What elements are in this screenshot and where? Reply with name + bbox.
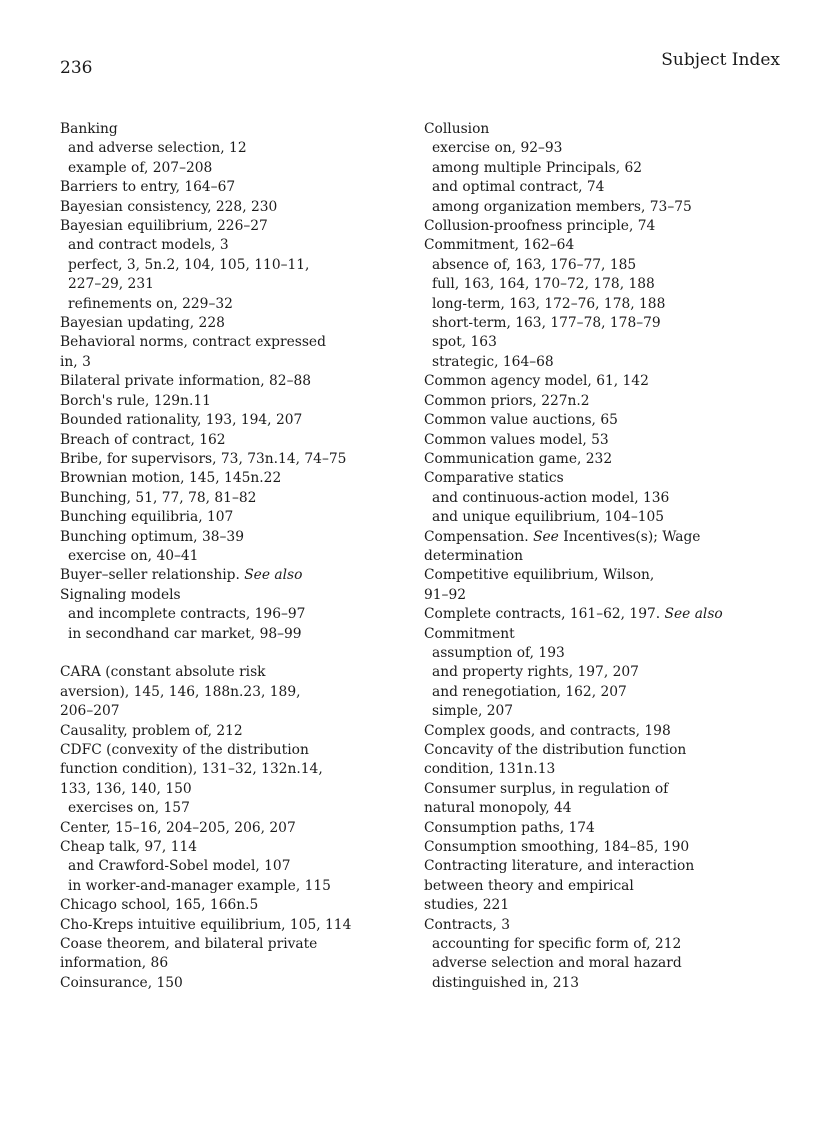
index-entry-text: Borch's rule, 129n.11	[60, 392, 211, 409]
index-entry-text: simple, 207	[432, 703, 514, 720]
index-entry-text: assumption of, 193	[432, 644, 565, 661]
index-entry-text: Cheap talk, 97, 114	[60, 839, 198, 856]
index-entry-text: exercises on, 157	[68, 800, 190, 817]
index-entry-text: Causality, problem of, 212	[60, 722, 243, 739]
index-entry-text: long-term, 163, 172–76, 178, 188	[432, 295, 666, 312]
index-entry-text: Common values model, 53	[424, 431, 609, 448]
index-entry	[424, 120, 784, 139]
index-entry-text: Common agency model, 61, 142	[424, 373, 649, 390]
index-entry-text: Contracting literature, and interaction	[424, 858, 695, 875]
index-subentry	[424, 935, 784, 954]
index-entry-text: and adverse selection, 12	[68, 140, 247, 157]
index-entry	[60, 760, 400, 779]
index-entry-text: short-term, 163, 177–78, 178–79	[432, 315, 661, 332]
index-entry-text: Bilateral private information, 82–88	[60, 373, 312, 390]
index-entry-text: Complex goods, and contracts, 198	[424, 722, 671, 739]
index-entry-text: and incomplete contracts, 196–97	[68, 606, 306, 623]
running-head: Subject Index	[661, 50, 780, 70]
index-entry-text: Bribe, for supervisors, 73, 73n.14, 74–75	[60, 450, 347, 467]
index-entry-text: strategic, 164–68	[432, 353, 554, 370]
index-subentry	[60, 139, 400, 158]
index-subentry	[424, 954, 784, 973]
index-entry	[60, 566, 400, 585]
index-entry	[60, 683, 400, 702]
index-entry-text: CARA (constant absolute risk	[60, 664, 266, 681]
index-entry-text: in secondhand car market, 98–99	[68, 625, 302, 642]
index-entry-text: Comparative statics	[424, 470, 564, 487]
index-entry	[60, 896, 400, 915]
index-entry-text: Communication game, 232	[424, 450, 613, 467]
index-entry-text: spot, 163	[432, 334, 497, 351]
index-entry	[424, 431, 784, 450]
index-entry	[424, 236, 784, 255]
index-entry	[60, 469, 400, 488]
index-entry	[60, 741, 400, 760]
index-entry-text: and contract models, 3	[68, 237, 229, 254]
index-entry-text: among multiple Principals, 62	[432, 159, 643, 176]
index-subentry	[424, 256, 784, 275]
index-entry	[424, 217, 784, 236]
index-entry-text: Behavioral norms, contract expressed	[60, 334, 326, 351]
index-entry	[424, 372, 784, 391]
index-entry	[424, 741, 784, 760]
index-entry-text: 227–29, 231	[68, 276, 154, 293]
index-subentry	[424, 295, 784, 314]
index-subentry	[424, 198, 784, 217]
index-entry	[60, 353, 400, 372]
index-entry	[60, 411, 400, 430]
index-entry	[424, 586, 784, 605]
index-subentry	[424, 275, 784, 294]
index-entry-text: Collusion	[424, 121, 490, 137]
index-entry-text: in worker-and-manager example, 115	[68, 877, 331, 894]
see-reference: See also	[664, 606, 723, 623]
index-entry	[424, 605, 784, 624]
index-entry-text: information, 86	[60, 955, 169, 972]
index-entry	[424, 547, 784, 566]
index-entry	[424, 625, 784, 644]
index-subentry	[424, 683, 784, 702]
index-subentry	[60, 547, 400, 566]
index-entry	[60, 392, 400, 411]
index-entry-text: and continuous-action model, 136	[432, 489, 670, 506]
index-entry	[424, 857, 784, 876]
index-entry-text: 206–207	[60, 703, 120, 720]
index-subentry	[424, 974, 784, 993]
index-entry-text: Chicago school, 165, 166n.5	[60, 897, 259, 914]
index-entry	[60, 333, 400, 352]
index-subentry	[424, 508, 784, 527]
page-number: 236	[60, 58, 93, 78]
index-subentry	[60, 799, 400, 818]
index-entry	[424, 528, 784, 547]
index-entry-text: Consumption paths, 174	[424, 819, 595, 836]
index-entry	[424, 392, 784, 411]
index-entry	[424, 780, 784, 799]
index-subentry	[424, 353, 784, 372]
index-entry	[424, 819, 784, 838]
index-entry	[60, 198, 400, 217]
index-entry	[60, 178, 400, 197]
index-entry	[60, 508, 400, 527]
index-entry-text: Bayesian consistency, 228, 230	[60, 198, 278, 215]
index-entry	[60, 702, 400, 721]
index-entry-text: Bayesian updating, 228	[60, 315, 225, 332]
index-entry-text: Bunching, 51, 77, 78, 81–82	[60, 489, 257, 506]
index-entry-text: and renegotiation, 162, 207	[432, 683, 627, 700]
index-entry-text: 133, 136, 140, 150	[60, 780, 192, 797]
index-entry-text: distinguished in, 213	[432, 974, 580, 991]
index-entry-text: adverse selection and moral hazard	[432, 955, 682, 972]
index-subentry	[60, 625, 400, 644]
index-subentry	[424, 314, 784, 333]
index-entry	[424, 566, 784, 585]
index-entry	[60, 780, 400, 799]
index-entry	[60, 663, 400, 682]
index-entry	[60, 935, 400, 954]
index-entry-text: Compensation.	[424, 528, 529, 545]
see-target: Incentives(s); Wage	[563, 528, 701, 545]
index-entry-text: Center, 15–16, 204–205, 206, 207	[60, 819, 296, 836]
index-entry	[60, 974, 400, 993]
index-entry-text: Signaling models	[60, 586, 181, 603]
index-entry-text: 91–92	[424, 586, 467, 603]
index-entry-text: Cho-Kreps intuitive equilibrium, 105, 114	[60, 916, 352, 933]
index-entry-text: CDFC (convexity of the distribution	[60, 741, 309, 758]
see-reference: See also	[244, 567, 303, 584]
index-entry-text: and optimal contract, 74	[432, 179, 605, 196]
index-subentry	[60, 877, 400, 896]
index-subentry	[60, 295, 400, 314]
index-subentry	[60, 256, 400, 275]
index-entry	[60, 372, 400, 391]
index-entry	[424, 877, 784, 896]
index-subentry	[60, 275, 400, 294]
index-entry	[60, 314, 400, 333]
index-entry-text: studies, 221	[424, 897, 510, 914]
index-entry-text: natural monopoly, 44	[424, 800, 572, 817]
index-entry-text: Commitment	[424, 625, 515, 642]
index-entry	[424, 896, 784, 915]
index-entry-text: determination	[424, 547, 524, 564]
index-entry-text: Complete contracts, 161–62, 197.	[424, 606, 661, 623]
index-entry-text: exercise on, 40–41	[68, 547, 199, 564]
index-entry-text: and Crawford-Sobel model, 107	[68, 858, 291, 875]
index-entry-text: full, 163, 164, 170–72, 178, 188	[432, 276, 655, 293]
index-entry	[60, 722, 400, 741]
index-subentry	[424, 333, 784, 352]
index-entry-text: in, 3	[60, 353, 91, 370]
index-subentry	[424, 178, 784, 197]
index-entry	[424, 916, 784, 935]
index-gap	[60, 644, 400, 663]
index-entry	[60, 431, 400, 450]
index-entry-text: absence of, 163, 176–77, 185	[432, 256, 637, 273]
index-entry-text: Bayesian equilibrium, 226–27	[60, 218, 268, 235]
index-entry-text: Breach of contract, 162	[60, 431, 226, 448]
see-reference: See	[533, 528, 559, 545]
index-entry-text: aversion), 145, 146, 188n.23, 189,	[60, 683, 301, 700]
index-entry	[60, 217, 400, 236]
index-entry-text: Barriers to entry, 164–67	[60, 179, 236, 196]
index-entry-text: and unique equilibrium, 104–105	[432, 509, 665, 526]
index-entry-text: Consumption smoothing, 184–85, 190	[424, 839, 690, 856]
index-entry	[424, 722, 784, 741]
index-entry	[60, 838, 400, 857]
index-entry-text: Common value auctions, 65	[424, 412, 618, 429]
index-entry-text: refinements on, 229–32	[68, 295, 233, 312]
index-entry	[60, 954, 400, 973]
index-entry-text: and property rights, 197, 207	[432, 664, 639, 681]
index-entry	[424, 760, 784, 779]
index-subentry	[60, 605, 400, 624]
index-entry-text: Contracts, 3	[424, 916, 511, 933]
index-entry-text: function condition), 131–32, 132n.14,	[60, 761, 323, 778]
index-entry-text: accounting for specific form of, 212	[432, 936, 682, 953]
index-entry	[424, 450, 784, 469]
index-subentry	[424, 663, 784, 682]
index-subentry	[60, 159, 400, 178]
index-entry-text: among organization members, 73–75	[432, 198, 692, 215]
index-column-right	[424, 120, 784, 993]
index-entry-text: between theory and empirical	[424, 877, 634, 894]
index-entry-text: exercise on, 92–93	[432, 140, 563, 157]
index-column-left	[60, 120, 400, 993]
index-entry-text: Collusion-proofness principle, 74	[424, 218, 656, 235]
index-entry-text: example of, 207–208	[68, 159, 213, 176]
index-entry	[60, 916, 400, 935]
index-entry	[60, 489, 400, 508]
index-entry-text: Banking	[60, 121, 118, 137]
index-entry	[424, 799, 784, 818]
index-entry-text: Bounded rationality, 193, 194, 207	[60, 412, 303, 429]
index-subentry	[60, 857, 400, 876]
index-entry-text: Consumer surplus, in regulation of	[424, 780, 669, 797]
index-entry-text: Coase theorem, and bilateral private	[60, 936, 318, 953]
index-entry-text: Buyer–seller relationship.	[60, 567, 240, 584]
index-entry	[424, 411, 784, 430]
index-entry	[424, 838, 784, 857]
index-entry-text: Brownian motion, 145, 145n.22	[60, 470, 282, 487]
index-entry	[60, 819, 400, 838]
index-subentry	[424, 489, 784, 508]
index-entry	[60, 586, 400, 605]
index-subentry	[424, 139, 784, 158]
index-entry-text: Common priors, 227n.2	[424, 392, 590, 409]
index-subentry	[424, 644, 784, 663]
index-entry	[60, 120, 400, 139]
index-entry-text: Commitment, 162–64	[424, 237, 575, 254]
index-entry	[60, 450, 400, 469]
index-entry-text: Bunching equilibria, 107	[60, 509, 234, 526]
index-entry	[60, 528, 400, 547]
index-entry	[424, 469, 784, 488]
index-entry-text: Concavity of the distribution function	[424, 742, 687, 758]
index-entry-text: Competitive equilibrium, Wilson,	[424, 567, 655, 584]
index-subentry	[60, 236, 400, 255]
index-entry-text: Bunching optimum, 38–39	[60, 528, 244, 545]
index-entry-text: perfect, 3, 5n.2, 104, 105, 110–11,	[68, 256, 310, 273]
index-subentry	[424, 159, 784, 178]
index-subentry	[424, 702, 784, 721]
index-entry-text: condition, 131n.13	[424, 761, 556, 778]
index-entry-text: Coinsurance, 150	[60, 974, 183, 991]
